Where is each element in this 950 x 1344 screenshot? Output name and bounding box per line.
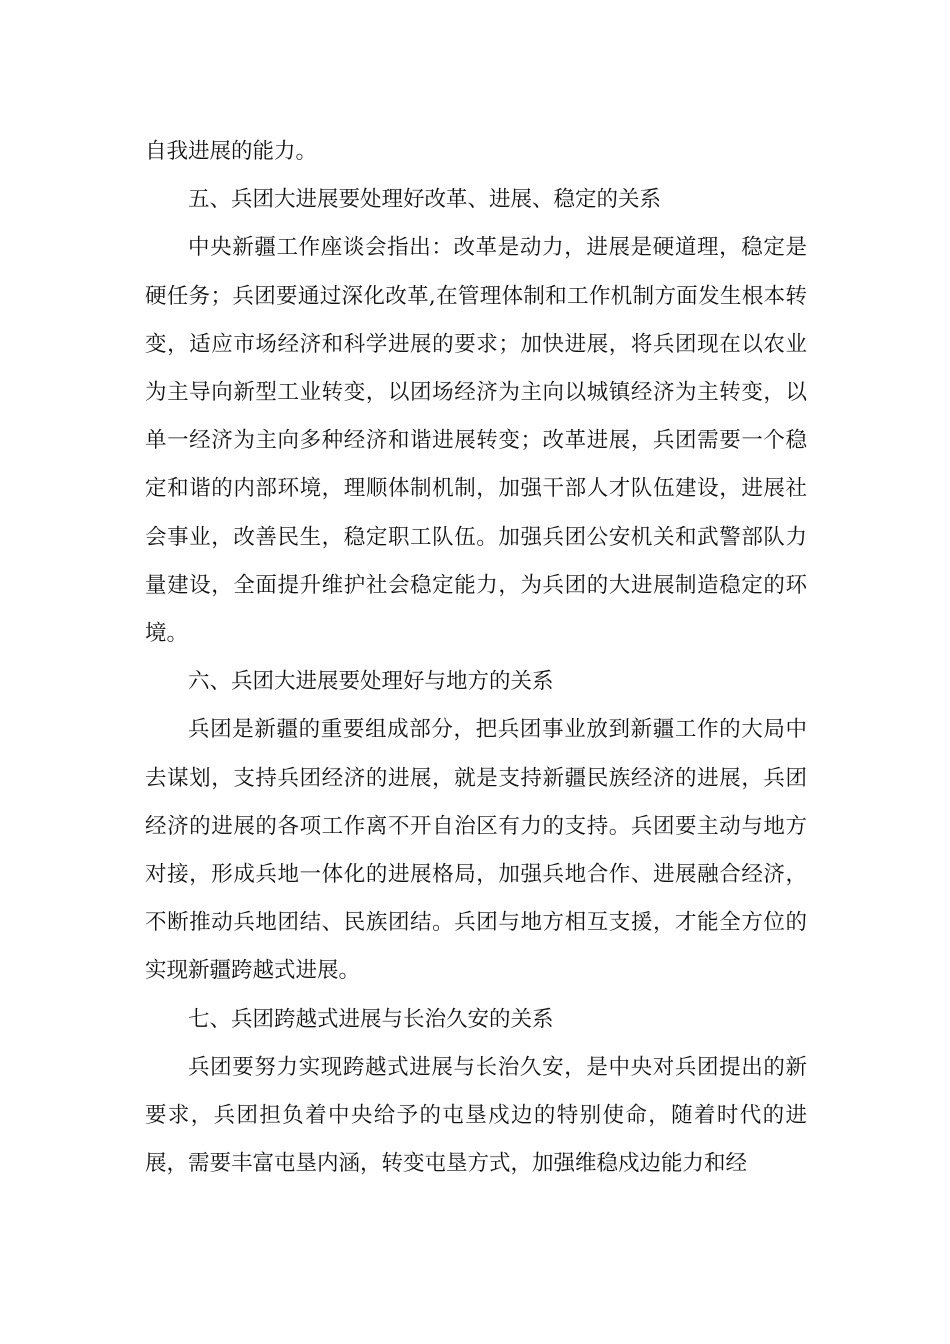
continuation-paragraph: 自我进展的能力。 xyxy=(145,139,318,164)
section-6-paragraph: 兵团是新疆的重要组成部分，把兵团事业放到新疆工作的大局中去谋划，支持兵团经济的进展，就是支持新疆民族经济的进展，兵团经济的进展的各项工作离不开自治区有力的支持。兵团要主动与地方对接，形成兵地一体化的进展格局，加强兵地合作、进展融合经济，不断推动兵地团结、民族团结。兵团与地方相互支援，才能全方位的实现新疆跨越式进展。 xyxy=(145,717,807,984)
section-6-heading: 六、兵团大进展要处理好与地方的关系 xyxy=(188,669,554,695)
section-5-heading: 五、兵团大进展要处理好改革、进展、稳定的关系 xyxy=(188,187,662,213)
section-7-heading: 七、兵团跨越式进展与长治久安的关系 xyxy=(188,1006,554,1032)
section-5-paragraph: 中央新疆工作座谈会指出：改革是动力，进展是硬道理，稳定是硬任务；兵团要通过深化改革,在管理体制和工作机制方面发生根本转变，适应市场经济和科学进展的要求；加快进展，将兵团现在以农业为主导向新型工业转变，以团场经济为主向以城镇经济为主转变，以单一经济为主向多种经济和谐进展转变；改革进展，兵团需要一个稳定和谐的内部环境，理顺体制机制，加强干部人才队伍建设，进展社会事业，改善民生，稳定职工队伍。加强兵团公安机关和武警部队力量建设，全面提升维护社会稳定能力，为兵团的大进展制造稳定的环境。 xyxy=(145,235,807,647)
document-body xyxy=(145,128,807,1188)
section-7-paragraph: 兵团要努力实现跨越式进展与长治久安，是中央对兵团提出的新要求，兵团担负着中央给予的屯垦戍边的特别使命，随着时代的进展，需要丰富屯垦内涵，转变屯垦方式，加强维稳戍边能力和经 xyxy=(145,1054,807,1177)
